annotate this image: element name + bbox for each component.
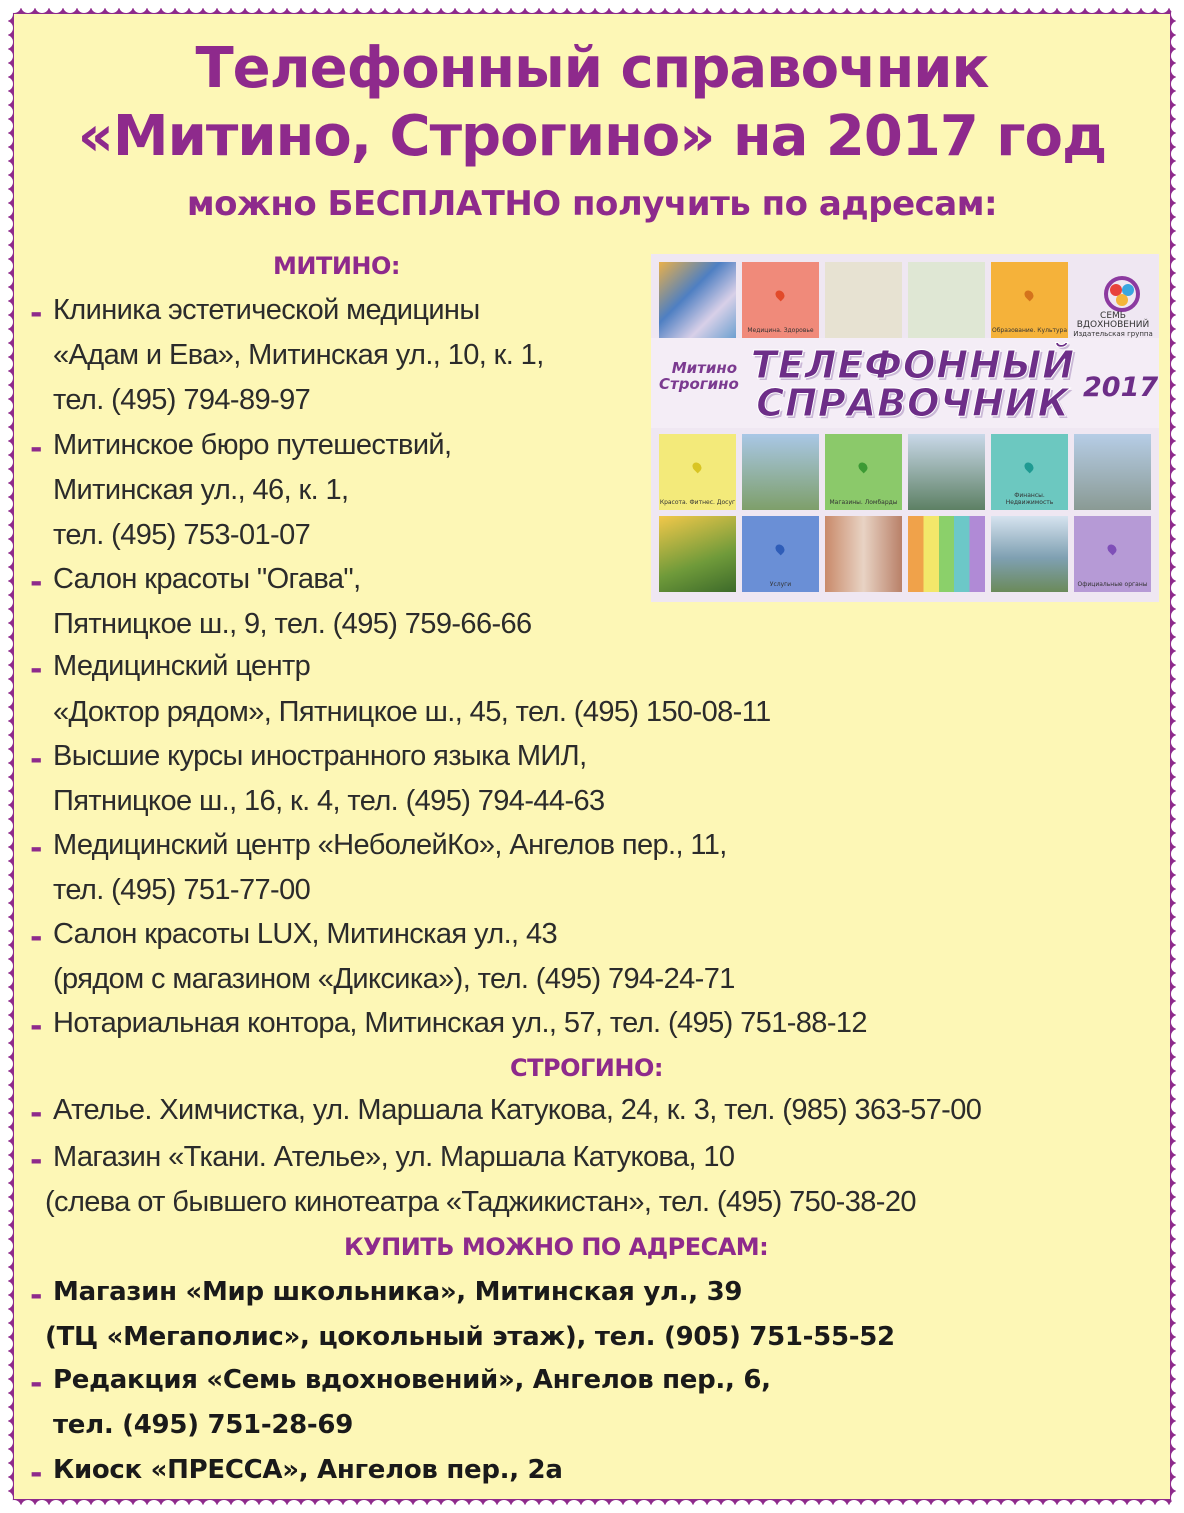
cover-year: 2017 — [1083, 372, 1159, 403]
section-heading-strogino: СТРОГИНО: — [510, 1054, 663, 1082]
bullet-2: - — [30, 431, 43, 466]
cover-tile-finance: Финансы. Недвижимость — [991, 434, 1068, 510]
entry-line: Салон красоты "Огава", — [53, 563, 361, 595]
entry-line: тел. (495) 753-01-07 — [53, 519, 311, 551]
cover-color-stripes — [908, 516, 985, 592]
bullet-12: - — [30, 1366, 43, 1401]
cover-photo-highway — [1074, 434, 1151, 510]
main-title-line2: «Митино, Строгино» на 2017 год — [77, 104, 1107, 169]
cover-tile-beauty: Красота. Фитнес. Досуг — [659, 434, 736, 510]
cover-district-name: Митино Строгино — [659, 359, 739, 393]
bullet-1: - — [30, 296, 43, 331]
bullet-8: - — [30, 1009, 43, 1044]
entry-line: Медицинский центр «НеболейКо», Ангелов пер., 11, — [53, 829, 727, 861]
cover-photo-city — [742, 434, 819, 510]
entry-line: «Доктор рядом», Пятницкое ш., 45, тел. (495) 150-08-11 — [53, 696, 771, 728]
entry-line: тел. (495) 751-28-69 — [53, 1410, 353, 1440]
entry-line: Магазин «Мир школьника», Митинская ул., 39 — [53, 1277, 743, 1307]
cover-tile-services: Услуги — [742, 516, 819, 592]
bullet-7: - — [30, 920, 43, 955]
entry-line: тел. (495) 751-77-00 — [53, 874, 311, 906]
entry-line: Медицинский центр — [53, 650, 311, 682]
section-heading-mitino: МИТИНО: — [273, 252, 401, 280]
bullet-5: - — [30, 742, 43, 777]
section-heading-buy: КУПИТЬ МОЖНО ПО АДРЕСАМ: — [344, 1233, 769, 1261]
entry-line: Нотариальная контора, Митинская ул., 57, тел. (495) 751-88-12 — [53, 1007, 867, 1039]
cover-title: ТЕЛЕФОННЫЙ СПРАВОЧНИК — [750, 343, 1076, 425]
bullet-13: - — [30, 1456, 43, 1491]
entry-line: Пятницкое ш., 9, тел. (495) 759-66-66 — [53, 608, 532, 640]
entry-line: Клиника эстетической медицины — [53, 294, 480, 326]
entry-line: Митинская ул., 46, к. 1, — [53, 474, 349, 506]
cover-tile-medicine: Медицина. Здоровье — [742, 262, 819, 338]
cover-photo-towers — [825, 516, 902, 592]
bullet-4: - — [30, 652, 43, 687]
bullet-10: - — [30, 1143, 43, 1178]
directory-cover-image — [651, 254, 1159, 602]
entry-line: (рядом с магазином «Диксика»), тел. (495) 794-24-71 — [53, 963, 735, 995]
entry-line: Редакция «Семь вдохновений», Ангелов пер., 6, — [53, 1365, 771, 1395]
cover-photo-park — [991, 516, 1068, 592]
entry-line: Пятницкое ш., 16, к. 4, тел. (495) 794-44-63 — [53, 785, 605, 817]
cover-photo-river — [908, 434, 985, 510]
entry-line: (ТЦ «Мегаполис», цокольный этаж), тел. (905) 751-55-52 — [45, 1322, 895, 1352]
cover-map-1 — [825, 262, 902, 338]
bullet-9: - — [30, 1096, 43, 1131]
entry-line: (слева от бывшего кинотеатра «Таджикистан», тел. (495) 750-38-20 — [45, 1186, 916, 1218]
entry-line: тел. (495) 794-89-97 — [53, 384, 311, 416]
entry-line: Салон красоты LUX, Митинская ул., 43 — [53, 918, 557, 950]
bullet-6: - — [30, 831, 43, 866]
entry-line: Ателье. Химчистка, ул. Маршала Катукова, 24, к. 3, тел. (985) 363-57-00 — [53, 1094, 982, 1126]
cover-tile-official: Официальные органы — [1074, 516, 1151, 592]
bullet-3: - — [30, 565, 43, 600]
publisher-name: СЕМЬ ВДОХНОВЕНИЙ Издательская группа — [1073, 311, 1153, 338]
subtitle: можно БЕСПЛАТНО получить по адресам: — [186, 184, 998, 224]
cover-tile-shops: Магазины. Ломбарды — [825, 434, 902, 510]
cover-photo-magazines — [659, 262, 736, 338]
entry-line: Магазин «Ткани. Ателье», ул. Маршала Катукова, 10 — [53, 1141, 735, 1173]
entry-line: «Адам и Ева», Митинская ул., 10, к. 1, — [53, 339, 544, 371]
main-title-line1: Телефонный справочник — [195, 36, 989, 101]
entry-line: Высшие курсы иностранного языка МИЛ, — [53, 740, 587, 772]
entry-line: Киоск «ПРЕССА», Ангелов пер., 2а — [53, 1455, 563, 1485]
bullet-11: - — [30, 1278, 43, 1313]
entry-line: Митинское бюро путешествий, — [53, 429, 452, 461]
cover-photo-autumn — [659, 516, 736, 592]
cover-tile-education: Образование. Культура — [991, 262, 1068, 338]
cover-map-2 — [908, 262, 985, 338]
